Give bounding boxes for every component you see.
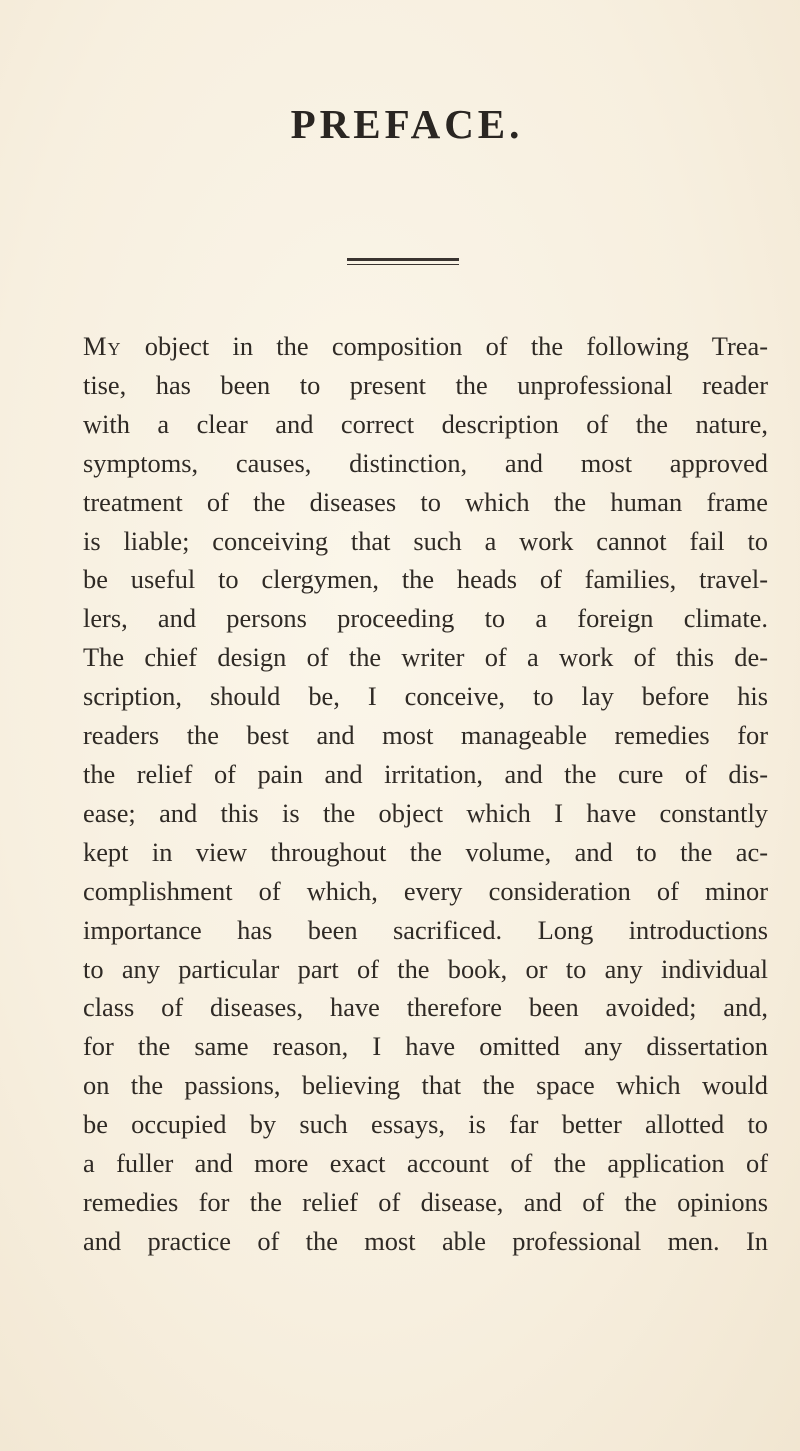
- preface-paragraph: [83, 327, 768, 1261]
- text-line: be occupied by such essays, is far better allotted to: [83, 1109, 768, 1140]
- text-line: the relief of pain and irritation, and the cure of dis-: [83, 758, 768, 789]
- text-line: with a clear and correct description of the nature,: [83, 408, 768, 439]
- drop-first-word: My: [83, 331, 122, 361]
- text-line: My object in the composition of the following Trea-: [83, 331, 768, 361]
- text-line: remedies for the relief of disease, and of the opinions: [83, 1186, 768, 1217]
- text-line: importance has been sacrificed. Long introductions: [83, 914, 768, 945]
- double-rule-top: [347, 258, 459, 261]
- text-line: be useful to clergymen, the heads of families, travel-: [83, 564, 768, 595]
- text-line: on the passions, believing that the space which would: [83, 1070, 768, 1101]
- text-line: class of diseases, have therefore been avoided; and,: [83, 992, 768, 1023]
- text-line: kept in view throughout the volume, and to the ac-: [83, 836, 768, 867]
- text-line: ease; and this is the object which I have constantly: [83, 797, 768, 828]
- text-line: to any particular part of the book, or to any individual: [83, 953, 768, 984]
- text-line: symptoms, causes, distinction, and most approved: [83, 447, 768, 478]
- text-line: treatment of the diseases to which the human frame: [83, 486, 768, 517]
- text-line: The chief design of the writer of a work of this de-: [83, 642, 768, 673]
- text-line: tise, has been to present the unprofessional reader: [83, 369, 768, 400]
- text-line: for the same reason, I have omitted any dissertation: [83, 1031, 768, 1062]
- text-line: lers, and persons proceeding to a foreign climate.: [83, 603, 768, 634]
- text-line: a fuller and more exact account of the application of: [83, 1148, 768, 1179]
- text-line: and practice of the most able professional men. In: [83, 1225, 768, 1256]
- text-line: readers the best and most manageable remedies for: [83, 720, 768, 751]
- double-rule-bottom: [347, 264, 459, 265]
- text-line: complishment of which, every consideration of minor: [83, 875, 768, 906]
- page-title: PREFACE.: [290, 101, 524, 147]
- text-line: is liable; conceiving that such a work cannot fail to: [83, 525, 768, 556]
- text-line: scription, should be, I conceive, to lay before his: [83, 681, 768, 712]
